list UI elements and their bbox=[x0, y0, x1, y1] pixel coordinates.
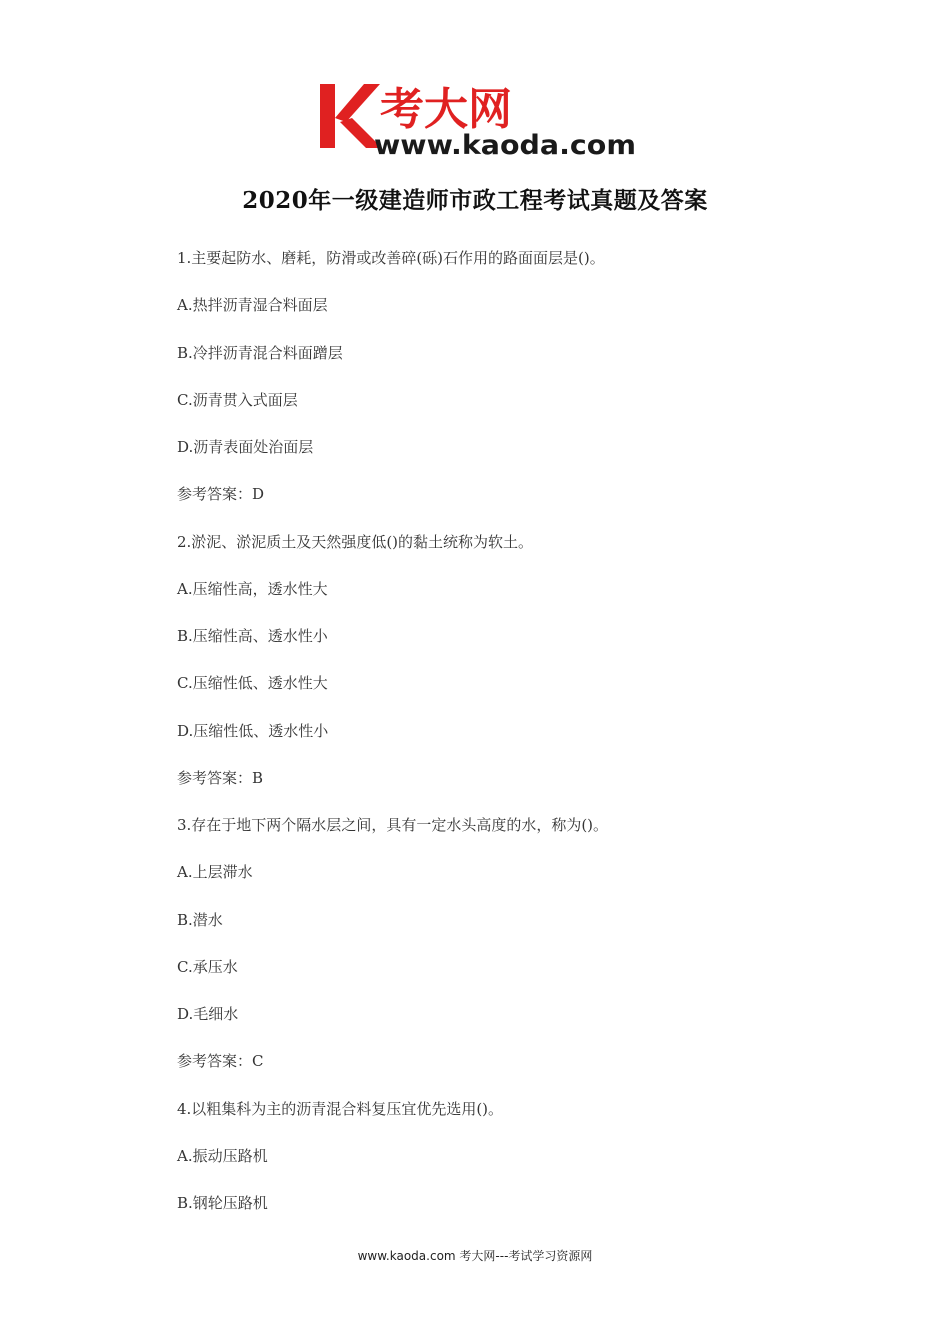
question-3-option-d: D.毛细水 bbox=[177, 1005, 239, 1023]
logo-url-text: www.kaoda.com bbox=[374, 130, 636, 160]
kaoda-logo bbox=[316, 78, 640, 160]
logo-graphic bbox=[316, 78, 640, 160]
k-mark-icon bbox=[320, 84, 382, 148]
question-4-option-b: B.钢轮压路机 bbox=[177, 1194, 268, 1212]
question-2-option-a: A.压缩性高，透水性大 bbox=[177, 579, 328, 598]
logo-cn-text: 考大网 bbox=[380, 84, 512, 135]
question-4-option-a: A.振动压路机 bbox=[177, 1146, 268, 1165]
question-3-option-b: B.潜水 bbox=[177, 910, 223, 929]
page-footer: www.kaoda.com 考大网---考试学习资源网 bbox=[357, 1249, 593, 1263]
question-3-stem: 3.存在于地下两个隔水层之间，具有一定水头高度的水，称为()。 bbox=[177, 816, 609, 834]
question-3-option-c: C.承压水 bbox=[177, 957, 238, 976]
question-2-answer: 参考答案：B bbox=[177, 768, 264, 787]
question-2-option-c: C.压缩性低、透水性大 bbox=[177, 674, 328, 693]
question-2-option-d: D.压缩性低、透水性小 bbox=[177, 721, 329, 740]
document-title: 2020年一级建造师市政工程考试真题及答案 bbox=[242, 187, 708, 214]
question-list bbox=[177, 246, 817, 1238]
question-2-option-b: B.压缩性高、透水性小 bbox=[177, 627, 328, 645]
question-1-option-b: B.冷拌沥青混合料面蹭层 bbox=[177, 343, 343, 362]
question-1-answer: 参考答案：D bbox=[177, 485, 265, 504]
question-1-option-a: A.热拌沥青湿合料面层 bbox=[177, 296, 328, 315]
question-3-option-a: A.上层滞水 bbox=[177, 863, 253, 882]
question-4-stem: 4.以粗集科为主的沥青混合料复压宜优先选用()。 bbox=[177, 1099, 504, 1118]
question-3-answer: 参考答案：C bbox=[177, 1052, 264, 1071]
question-2-stem: 2.淤泥、淤泥质土及天然强度低()的黏土统称为软土。 bbox=[177, 532, 534, 551]
question-1-option-d: D.沥青表面处治面层 bbox=[177, 438, 314, 456]
question-1-option-c: C.沥青贯入式面层 bbox=[177, 390, 298, 409]
question-1-stem: 1.主要起防水、磨耗，防滑或改善碎(砾)石作用的路面面层是()。 bbox=[177, 249, 605, 267]
